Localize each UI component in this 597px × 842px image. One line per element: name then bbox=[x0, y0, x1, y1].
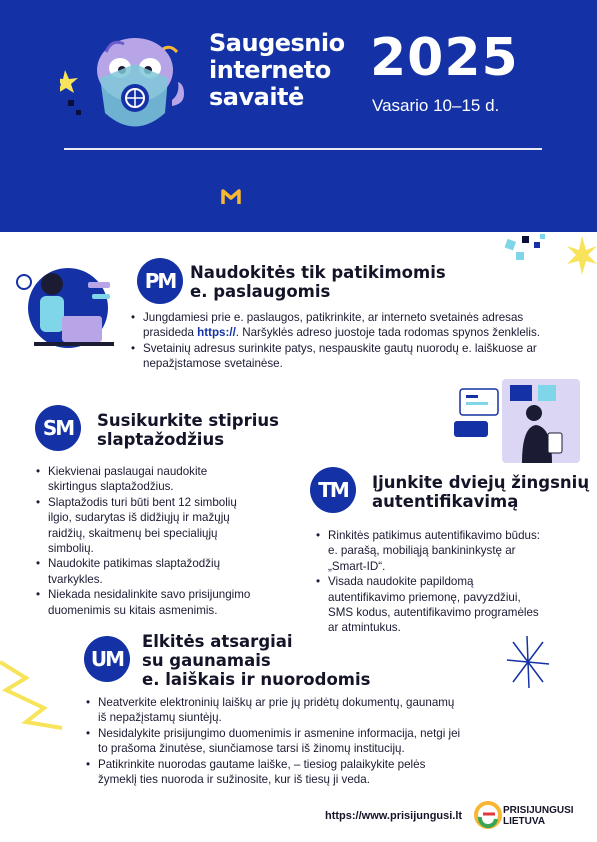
bullet-line: raidžių, skaitmenų bei specialiųjų bbox=[48, 526, 218, 540]
campaign-title-line: Saugesnio bbox=[209, 29, 345, 57]
section-title bbox=[142, 632, 370, 689]
bullet-line: duomenimis su kitais asmenimis. bbox=[48, 603, 218, 617]
list-item bbox=[86, 757, 460, 788]
footer-logo-text bbox=[503, 805, 574, 827]
bullet-line: SMS kodus, autentifikavimo programėles bbox=[328, 606, 539, 620]
bullet-line: tvarkykles. bbox=[48, 572, 103, 586]
campaign-dates: Vasario 10–15 d. bbox=[372, 96, 500, 115]
bullet-line: • Nesidalykite prisijungimo duomenimis ir asmenine informacija, netgi jei bbox=[98, 726, 461, 740]
section-title-line: autentifikavimą bbox=[372, 492, 519, 511]
section-title-line: slaptažodžius bbox=[97, 430, 225, 449]
bullet-line: žymeklį ties nuoroda ir sužinosite, kur iš tiesų ji veda. bbox=[98, 773, 370, 787]
list-item bbox=[131, 341, 540, 372]
campaign-title bbox=[209, 30, 345, 111]
bullet-text: . Naršyklės adreso juostoje tada rodomas spynos ženklelis. bbox=[235, 326, 540, 340]
section-badge-pm: PM bbox=[137, 258, 183, 304]
header-banner bbox=[0, 0, 597, 232]
section-bullet-list bbox=[36, 464, 250, 618]
bullet-line: to prašoma žinutėse, siunčiamose tarsi iš žinomų institucijų. bbox=[98, 742, 405, 756]
bullet-line: nepažįstamose svetainėse. bbox=[143, 357, 283, 371]
section-title-line: Įjunkite dviejų žingsnių bbox=[372, 473, 590, 492]
section-bullet-list bbox=[316, 528, 540, 636]
https-link: https:// bbox=[197, 326, 236, 340]
section-title-line: Susikurkite stiprius bbox=[97, 411, 279, 430]
header-divider bbox=[64, 148, 542, 150]
campaign-title-line: savaitė bbox=[209, 83, 304, 111]
section-badge-sm: SM bbox=[35, 405, 81, 451]
section-bullet-list bbox=[86, 695, 460, 787]
bullet-line: • Jungdamiesi prie e. paslaugos, patikrinkite, ar interneto svetainės adresas bbox=[143, 311, 524, 324]
mascot-shield-illustration bbox=[60, 18, 200, 148]
bullet-line: skirtingus slaptažodžius. bbox=[48, 480, 174, 494]
list-item bbox=[316, 574, 540, 636]
bullet-line: • Slaptažodis turi būti bent 12 simbolių bbox=[48, 495, 237, 509]
section-title bbox=[97, 411, 279, 449]
section-bullet-list bbox=[131, 310, 540, 372]
section-title-line: e. paslaugomis bbox=[190, 282, 331, 301]
star-lines-decoration-icon bbox=[503, 632, 553, 692]
sparkle-decoration-icon bbox=[500, 232, 597, 292]
section-title bbox=[372, 473, 589, 511]
section-title-line: e. laiškais ir nuorodomis bbox=[142, 670, 371, 689]
list-item bbox=[36, 587, 250, 618]
bullet-line: autentifikavimo priemonę, pavyzdžiui, bbox=[328, 590, 521, 604]
footer-logo-line: LIETUVA bbox=[503, 816, 546, 827]
bullet-line: iš nepažįstamų siuntėjų. bbox=[98, 711, 222, 725]
list-item bbox=[36, 556, 250, 587]
section-title-line: Naudokitės tik patikimomis bbox=[190, 263, 446, 282]
bullet-line: • Niekada nesidalinkite savo prisijungimo bbox=[48, 588, 251, 602]
bullet-line: • Svetainių adresus surinkite patys, nespauskite gautų nuorodų e. laiškuose ar bbox=[143, 341, 537, 355]
bullet-line: • Kiekvienai paslaugai naudokite bbox=[48, 465, 208, 478]
section-title bbox=[190, 263, 446, 301]
bullet-line bbox=[143, 325, 540, 340]
bullet-text: prasideda bbox=[143, 326, 198, 340]
bullet-line: „Smart-ID“. bbox=[328, 559, 386, 573]
bullet-line: • Patikrinkite nuorodas gautame laiške, – tiesiog palaikykite pelės bbox=[98, 757, 426, 771]
bullet-line: • Naudokite patikimas slaptažodžių bbox=[48, 557, 221, 571]
section-title-line: su gaunamais bbox=[142, 651, 271, 670]
section-badge-um: UM bbox=[84, 636, 130, 682]
list-item bbox=[86, 695, 460, 726]
bullet-line: • Neatverkite elektroninių laiškų ar prie jų pridėtų dokumentų, gaunamų bbox=[98, 696, 455, 709]
bullet-line: ilgio, sudarytas iš didžiųjų ir mažųjų bbox=[48, 511, 230, 525]
person-laptop-illustration bbox=[10, 264, 120, 364]
bullet-line: e. parašą, mobiliąją bankininkystę ar bbox=[328, 544, 516, 558]
prisijungusi-lietuva-logo-icon bbox=[474, 801, 502, 829]
campaign-year: 2025 bbox=[370, 28, 519, 88]
bullet-line: ar atmintukus. bbox=[328, 621, 401, 635]
list-item bbox=[86, 726, 460, 757]
bullet-line: simbolių. bbox=[48, 542, 94, 556]
bullet-line: • Rinkitės patikimus autentifikavimo būdus: bbox=[328, 529, 541, 542]
footer-logo-line: PRISIJUNGUSI bbox=[503, 805, 574, 816]
list-item bbox=[131, 310, 540, 341]
list-item bbox=[316, 528, 540, 574]
section-badge-tm: TM bbox=[310, 467, 356, 513]
bullet-line: • Visada naudokite papildomą bbox=[328, 575, 474, 589]
section-title-line: Elkitės atsargiai bbox=[142, 632, 293, 651]
zigzag-decoration-icon bbox=[0, 650, 70, 730]
campaign-title-line: interneto bbox=[209, 56, 331, 84]
dashboard-person-illustration bbox=[452, 375, 582, 465]
m-logo-icon bbox=[221, 188, 241, 206]
list-item bbox=[36, 495, 250, 557]
footer-website-link[interactable]: https://www.prisijungusi.lt bbox=[325, 810, 463, 822]
list-item bbox=[36, 464, 250, 495]
